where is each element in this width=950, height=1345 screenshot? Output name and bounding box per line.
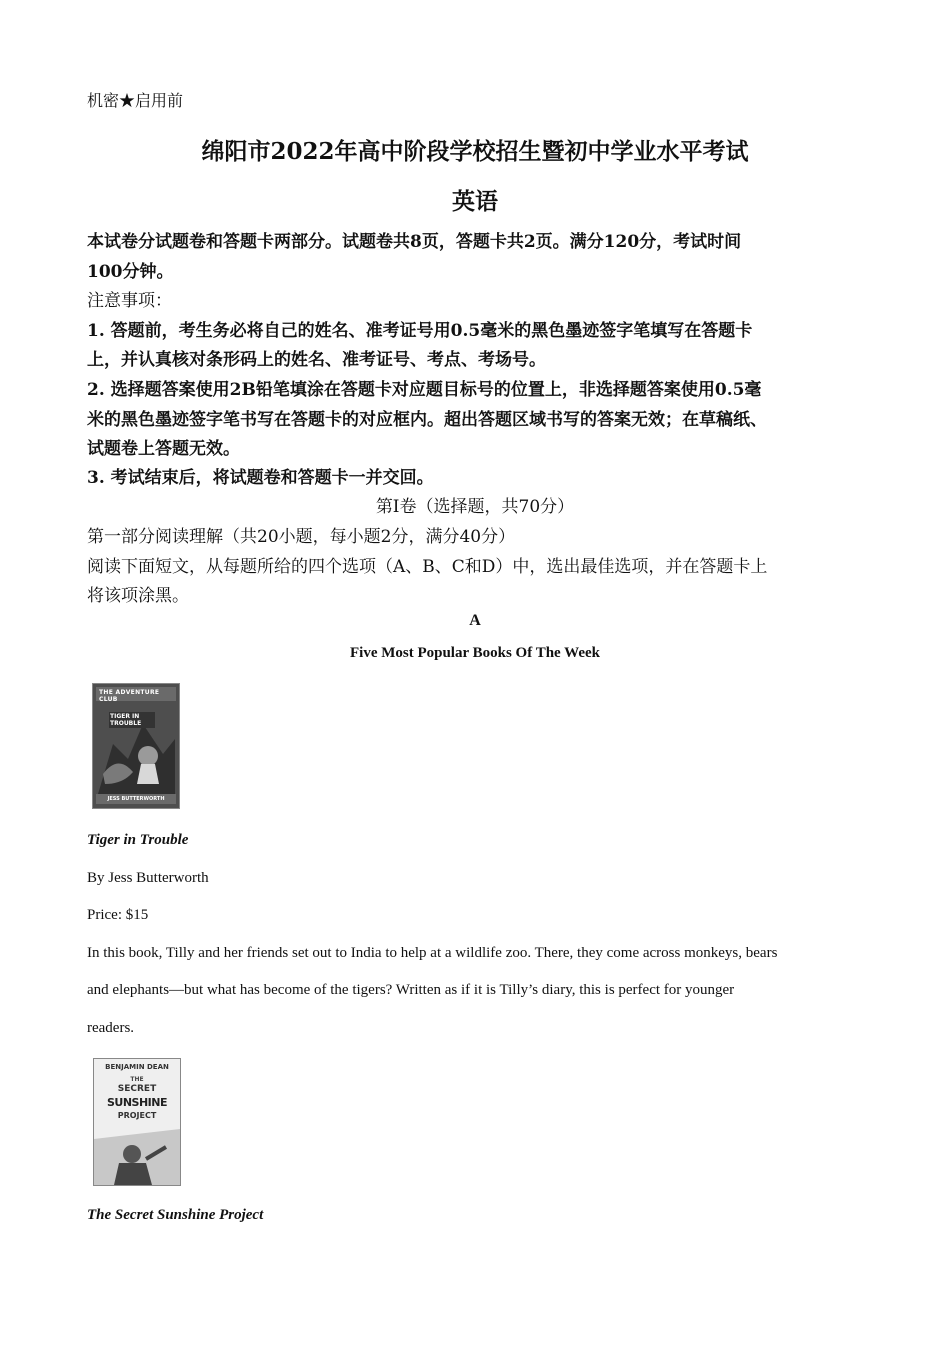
cover-title-the: THE [130,1076,144,1083]
book-1-description-line-1: In this book, Tilly and her friends set out to India to help at a wildlife zoo. There, they come across monkeys, bears [87,945,778,961]
directions-line-2: 将该项涂黑。 [87,586,189,606]
section-letter: A [469,612,481,629]
cover-title-project: PROJECT [117,1111,157,1120]
book-cover-secret-sunshine-project [93,1058,181,1186]
note-2-line-2: 米的黑色墨迹签字笔书写在答题卡的对应框内。超出答题区域书写的答案无效；在草稿纸、 [87,410,767,430]
cover-title-secret: SECRET [117,1084,157,1094]
cover-mid-text: TIGER IN TROUBLE [109,712,155,728]
exam-title: 绵阳市2022年高中阶段学校招生暨初中学业水平考试 [201,138,749,165]
subject-title: 英语 [452,188,498,215]
confidential-label: 机密★启用前 [87,91,184,110]
intro-line-1: 本试卷分试题卷和答题卡两部分。试题卷共8页，答题卡共2页。满分120分，考试时间 [87,232,742,252]
note-1-line-1: 1. 答题前，考生务必将自己的姓名、准考证号用0.5毫米的黑色墨迹签字笔填写在答题卡 [87,321,753,341]
cover-top-text: THE ADVENTURE CLUB [99,689,160,703]
book-1-description-line-3: readers. [87,1020,135,1036]
book-1-title: Tiger in Trouble [87,832,189,848]
book-1-author: By Jess Butterworth [87,870,209,886]
cover-title-sunshine: SUNSHINE [106,1096,167,1109]
volume-heading: 第I卷（选择题，共70分） [375,497,575,517]
note-2-line-3: 试题卷上答题无效。 [87,439,240,459]
book-cover-tiger-in-trouble [92,683,180,809]
notes-heading: 注意事项： [87,291,172,311]
book-2-title: The Secret Sunshine Project [87,1207,264,1223]
section-title: Five Most Popular Books Of The Week [349,645,601,661]
cover-author-text: BENJAMIN DEAN [105,1063,169,1071]
book-1-description-line-2: and elephants—but what has become of the tigers? Written as if it is Tilly’s diary, this is perfect for younger [87,982,735,998]
book-1-price: Price: $15 [87,907,149,923]
note-3: 3. 考试结束后，将试题卷和答题卡一并交回。 [87,468,434,488]
intro-line-2: 100分钟。 [87,262,174,282]
note-2-line-1: 2. 选择题答案使用2B铅笔填涂在答题卡对应题目标号的位置上，非选择题答案使用0.5毫 [87,380,762,400]
part-heading: 第一部分阅读理解（共20小题，每小题2分，满分40分） [87,527,516,547]
directions-line-1: 阅读下面短文，从每题所给的四个选项（A、B、C和D）中，选出最佳选项，并在答题卡上 [87,557,768,577]
note-1-line-2: 上，并认真核对条形码上的姓名、准考证号、考点、考场号。 [87,350,546,370]
cover-bottom-text: JESS BUTTERWORTH [107,796,165,802]
